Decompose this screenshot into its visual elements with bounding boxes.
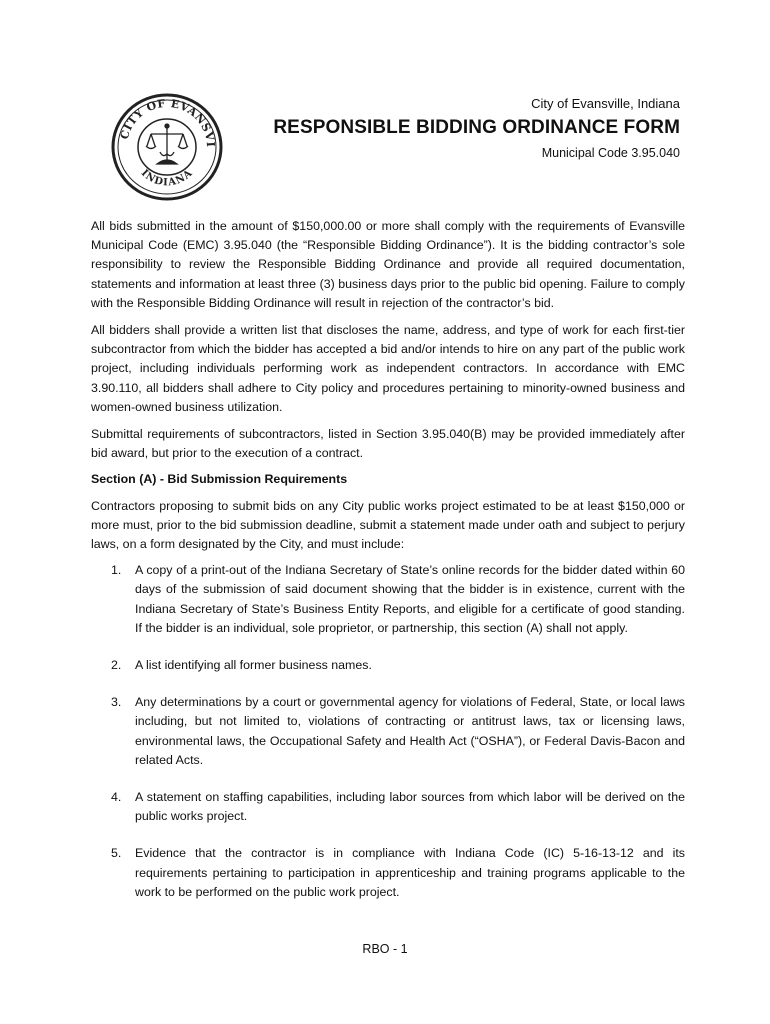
- document-header: [273, 95, 680, 162]
- paragraph-subcontractors: All bidders shall provide a written list that discloses the name, address, and type of work for each first-tier subcontractor from which the bidder has accepted a bid and/or intends to hire on any part of the public work project, including individuals performing work as independent contractors. In accordance with EMC 3.90.110, all bidders shall adhere to City policy and procedures pertaining to minority-owned business and women-owned business utilization.: [91, 323, 685, 414]
- list-item: [91, 693, 685, 770]
- paragraph-intro: All bids submitted in the amount of $150,000.00 or more shall comply with the requirements of Evansville Municipal Code (EMC) 3.95.040 (the “Responsible Bidding Ordinance”). It is the bidding contractor’s sole responsibility to review the Responsible Bidding Ordinance and provide all required documentation, statements and information at least three (3) business days prior to the public bid opening. Failure to comply with the Responsible Bidding Ordinance will result in rejection of the contractor’s bid.: [91, 219, 685, 310]
- list-item: [91, 561, 685, 638]
- list-item-text: A list identifying all former business names.: [135, 658, 372, 673]
- city-name: City of Evansville, Indiana: [531, 96, 680, 111]
- list-item-text: A copy of a print-out of the Indiana Secretary of State’s online records for the bidder dated within 60 days of the submission of said document showing that the bidder is in existence, current with the Indiana Secretary of State’s Business Entity Reports, and eligible for a certificate of good standing. If the bidder is an individual, sole proprietor, or partnership, this section (A) shall not apply.: [135, 563, 685, 635]
- section-a-heading: Section (A) - Bid Submission Requirements: [91, 472, 348, 487]
- svg-text:INDIANA: [139, 168, 195, 189]
- list-item-number: 4.: [111, 790, 122, 805]
- form-title: RESPONSIBLE BIDDING ORDINANCE FORM: [273, 117, 680, 138]
- scales-of-justice-icon: [146, 124, 188, 164]
- municipal-code: Municipal Code 3.95.040: [541, 146, 680, 160]
- paragraph-submittal: Submittal requirements of subcontractors, listed in Section 3.95.040(B) may be provided immediately after bid award, but prior to the execution of a contract.: [91, 427, 685, 461]
- list-item-number: 5.: [111, 846, 122, 861]
- list-item-number: 1.: [111, 563, 122, 578]
- list-item-number: 3.: [111, 695, 122, 710]
- list-item: [91, 656, 685, 675]
- seal-bottom-text: INDIANA: [138, 167, 196, 189]
- list-item: [91, 844, 685, 902]
- list-item-number: 2.: [111, 658, 122, 673]
- list-item-text: Evidence that the contractor is in compliance with Indiana Code (IC) 5-16-13-12 and its requirements pertaining to participation in apprenticeship and training programs applicable to the work to be performed on the public work project.: [135, 846, 685, 899]
- city-seal: [107, 92, 227, 202]
- requirements-list: [91, 561, 685, 902]
- list-item-text: Any determinations by a court or governmental agency for violations of Federal, State, or local laws including, but not limited to, violations of contracting or antitrust laws, tax or licensing laws, environmental laws, the Occupational Safety and Health Act (“OSHA”), or Federal Davis-Bacon and related Acts.: [135, 695, 685, 767]
- document-body: [91, 217, 685, 920]
- page-footer: RBO - 1: [362, 942, 408, 956]
- list-item: [91, 788, 685, 826]
- section-a-intro: Contractors proposing to submit bids on any City public works project estimated to be at least $150,000 or more must, prior to the bid submission deadline, submit a statement made under oath and subject to perjury laws, on a form designated by the City, and must include:: [91, 498, 685, 552]
- list-item-text: A statement on staffing capabilities, including labor sources from which labor will be derived on the public works project.: [135, 790, 685, 824]
- seal-top-text: CITY OF EVANSVI: [117, 96, 218, 148]
